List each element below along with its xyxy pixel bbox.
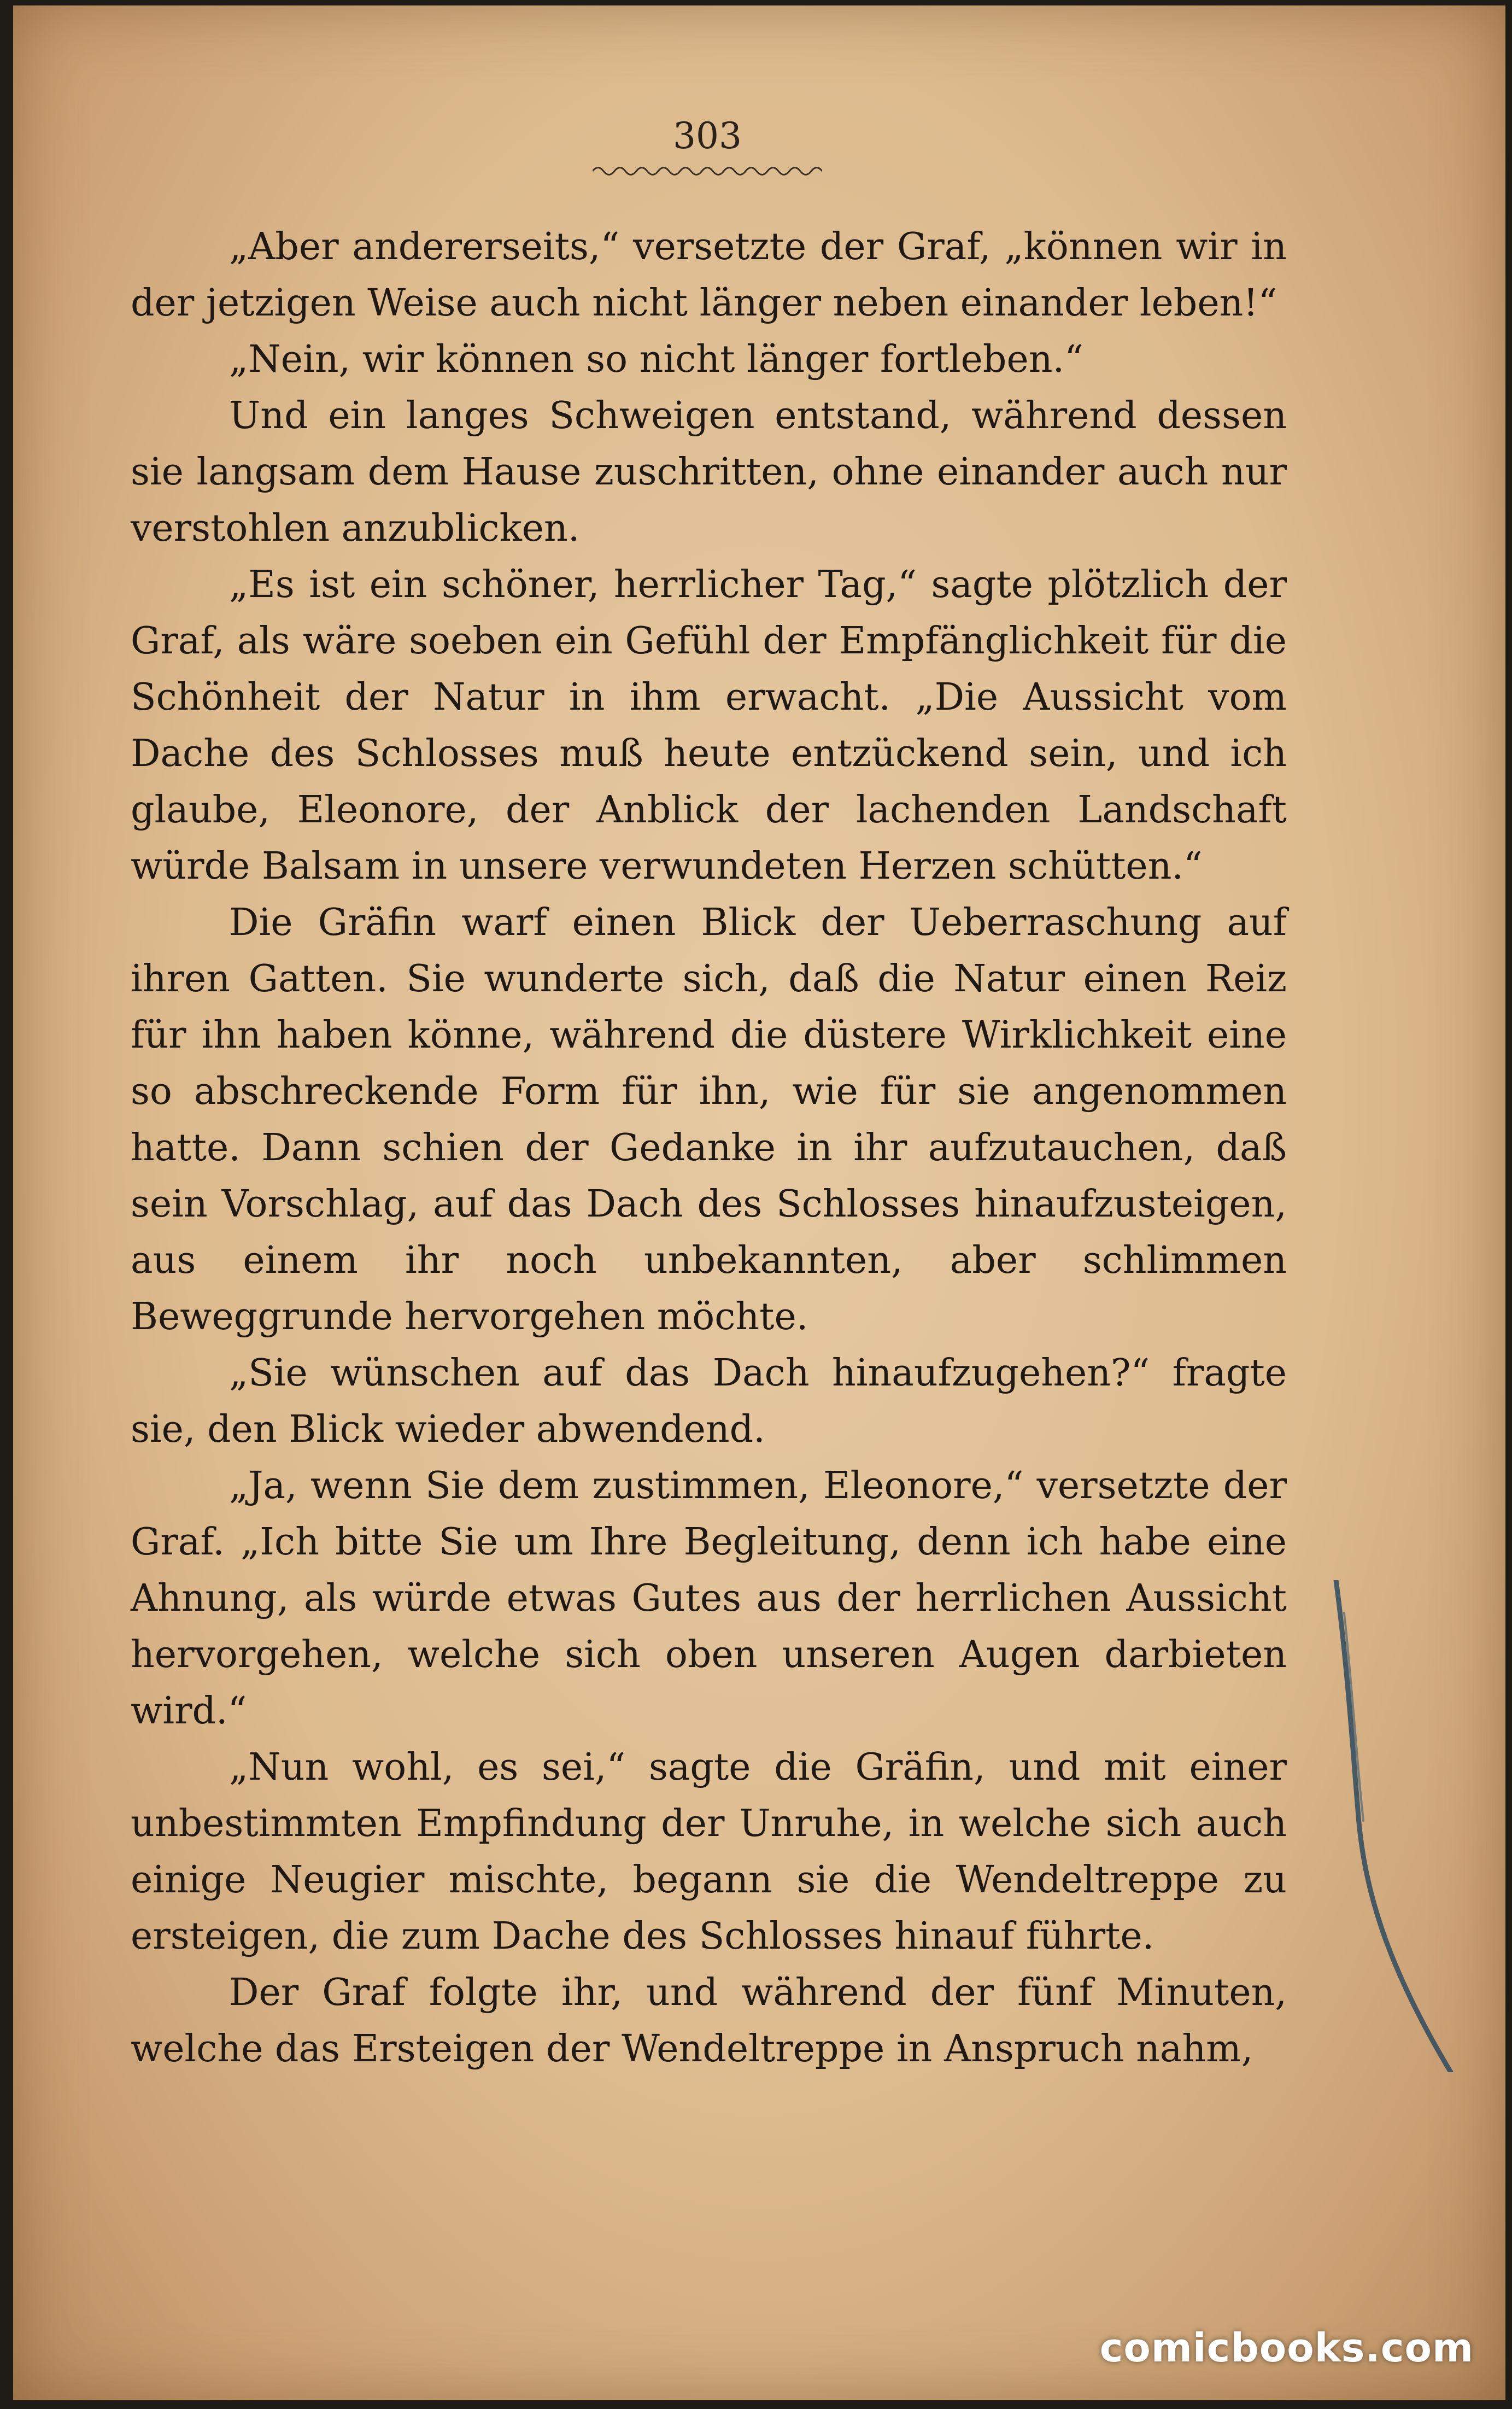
paragraph-4: „Es ist ein schöner, herrlicher Tag,“ sagte plötzlich der Graf, als wäre soeben ein Gefühl der Empfänglichkeit für die Schönheit der Natur in ihm erwacht. „Die Aussicht vom Dache des Schlosses muß heute entzückend sein, und ich glaube, Eleonore, der Anblick der lachenden Landschaft würde Balsam in unsere verwundeten Herzen schütten.“ xyxy=(131,563,1287,888)
paragraph-5: Die Gräfin warf einen Blick der Ueberraschung auf ihren Gatten. Sie wunderte sich, daß die Natur einen Reiz für ihn haben könne, während die düstere Wirklichkeit eine so abschreckende Form für ihn, wie für sie angenommen hatte. Dann schien der Gedanke in ihr aufzutauchen, daß sein Vorschlag, auf das Dach des Schlosses hinaufzusteigen, aus einem ihr noch unbekannten, aber schlimmen Beweggrunde hervorgehen möchte. xyxy=(131,901,1287,1338)
paragraph-8: „Nun wohl, es sei,“ sagte die Gräfin, und mit einer unbestimmten Empfindung der Unruhe, in welche sich auch einige Neugier mischte, begann sie die Wendeltreppe zu ersteigen, die zum Dache des Schlosses hinauf führte. xyxy=(131,1746,1287,1958)
book-page xyxy=(13,5,1505,2400)
paragraph-2: „Nein, wir können so nicht länger fortleben.“ xyxy=(229,338,1083,381)
paragraph-7: „Ja, wenn Sie dem zustimmen, Eleonore,“ versetzte der Graf. „Ich bitte Sie um Ihre Begleitung, denn ich habe eine Ahnung, als würde etwas Gutes aus der herrlichen Aussicht hervorgehen, welche sich oben unseren Augen darbieten wird.“ xyxy=(131,1464,1287,1733)
paragraph-1: „Aber andererseits,“ versetzte der Graf, „können wir in der jetzigen Weise auch nicht länger neben einander leben!“ xyxy=(131,225,1287,325)
page-number: 303 xyxy=(673,115,742,157)
pen-mark-icon xyxy=(1325,1580,1462,2072)
body-text xyxy=(131,219,1287,2077)
paragraph-3: Und ein langes Schweigen entstand, während dessen sie langsam dem Hause zuschritten, ohne einander auch nur verstohlen anzublicken. xyxy=(131,394,1287,550)
paragraph-9: Der Graf folgte ihr, und während der fünf Minuten, welche das Ersteigen der Wendeltreppe in Anspruch nahm, xyxy=(131,1971,1287,2071)
paragraph-6: „Sie wünschen auf das Dach hinaufzugehen?“ fragte sie, den Blick wieder abwendend. xyxy=(131,1352,1287,1451)
site-watermark: comicbooks.com xyxy=(1099,2325,1474,2371)
wavy-ornament-icon xyxy=(593,164,822,178)
